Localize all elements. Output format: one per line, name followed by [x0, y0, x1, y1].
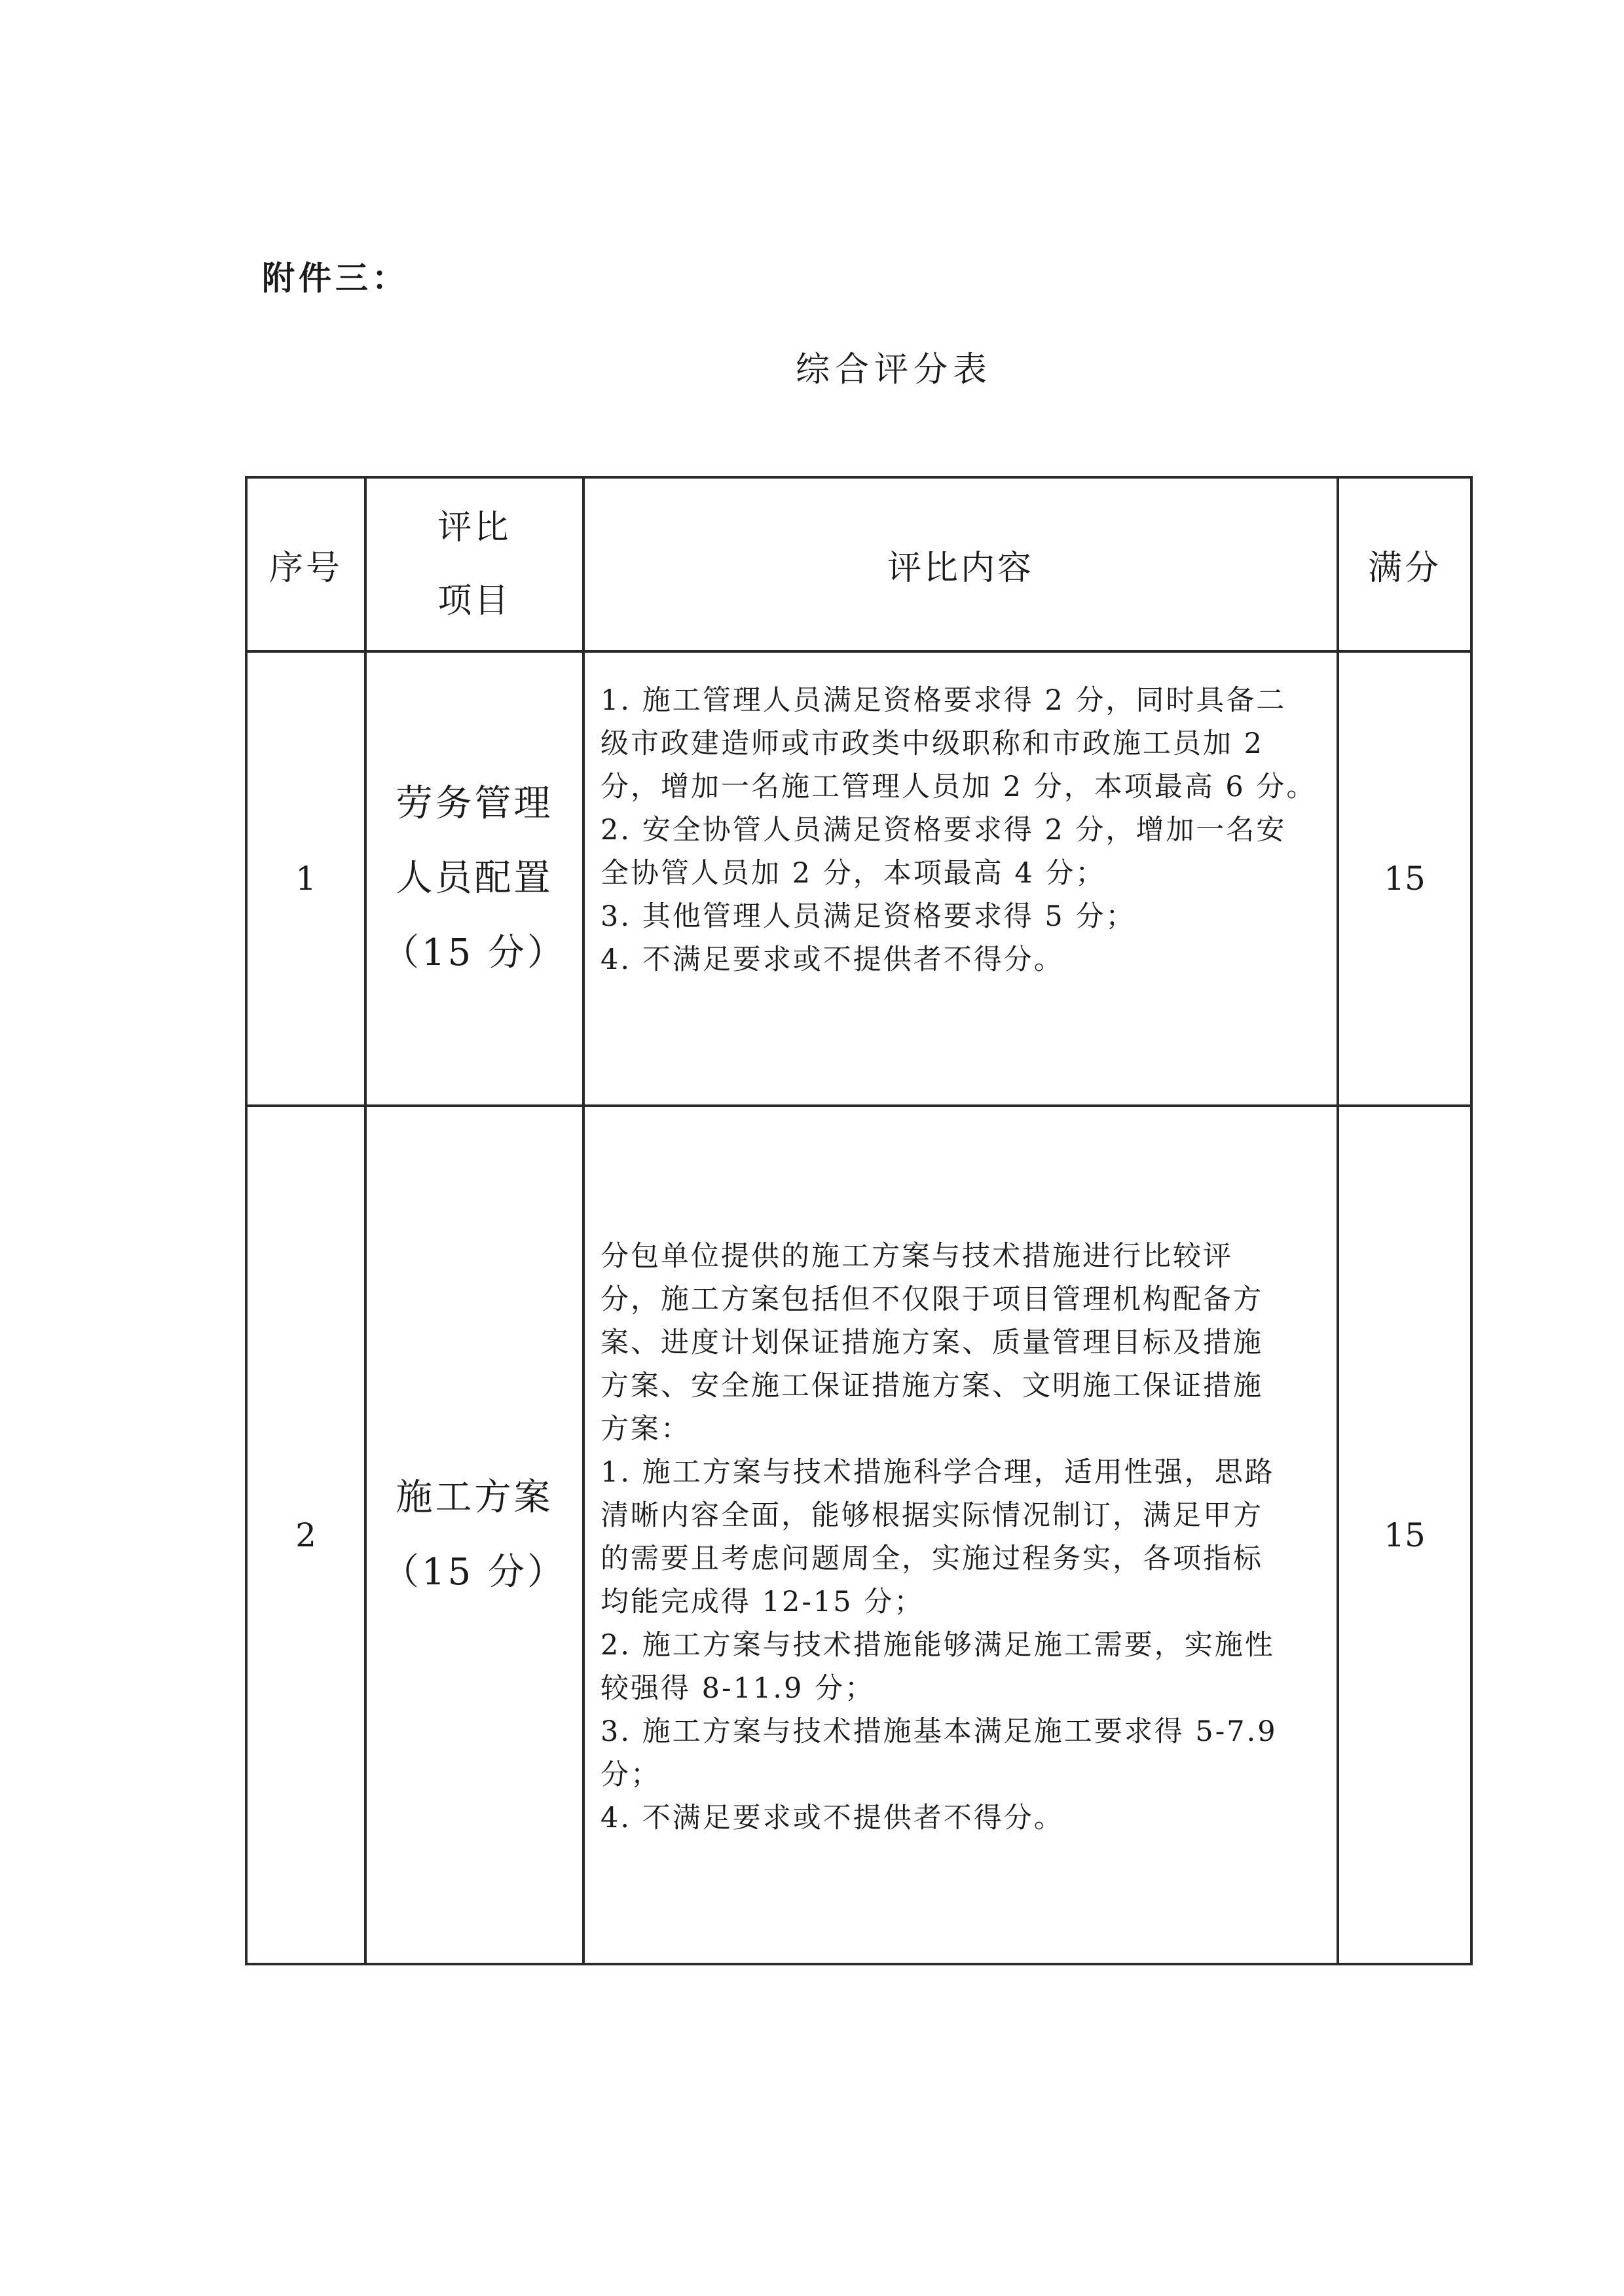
header-seq: 序号 — [246, 477, 365, 651]
content-line: 均能完成得 12-15 分； — [600, 1586, 925, 1618]
content-line: 3. 其他管理人员满足资格要求得 5 分； — [600, 900, 1136, 933]
item-line: 人员配置 — [396, 857, 553, 900]
row-item — [365, 1106, 583, 1964]
header-item — [365, 477, 583, 651]
table-row — [246, 1106, 1471, 1964]
content-line: 1. 施工管理人员满足资格要求得 2 分，同时具备二 — [600, 684, 1287, 717]
content-line: 2. 安全协管人员满足资格要求得 2 分，增加一名安 — [600, 814, 1287, 847]
item-line: 施工方案 — [396, 1476, 553, 1519]
content-line: 全协管人员加 2 分，本项最高 4 分； — [600, 857, 1106, 890]
scoring-table — [245, 476, 1473, 1965]
row-score: 15 — [1338, 651, 1471, 1106]
content-line: 分； — [600, 1758, 661, 1791]
content-line: 方案： — [600, 1413, 691, 1446]
row-score: 15 — [1338, 1106, 1471, 1964]
row-content — [583, 651, 1338, 1106]
content-line: 的需要且考虑问题周全，实施过程务实，各项指标 — [600, 1542, 1263, 1575]
content-line: 级市政建造师或市政类中级职称和市政施工员加 2 — [600, 727, 1264, 760]
row-content — [583, 1106, 1338, 1964]
content-line: 1. 施工方案与技术措施科学合理，适用性强，思路 — [600, 1456, 1275, 1489]
header-score: 满分 — [1338, 477, 1471, 651]
content-line: 方案、安全施工保证措施方案、文明施工保证措施 — [600, 1370, 1263, 1402]
content-line: 清晰内容全面，能够根据实际情况制订，满足甲方 — [600, 1499, 1263, 1532]
content-line: 4. 不满足要求或不提供者不得分。 — [600, 1802, 1064, 1834]
item-line: （15 分） — [382, 932, 567, 974]
item-line: 劳务管理 — [396, 782, 553, 825]
row-item — [365, 651, 583, 1106]
row-seq: 1 — [246, 651, 365, 1106]
item-line: （15 分） — [382, 1550, 567, 1594]
content-line: 分，增加一名施工管理人员加 2 分，本项最高 6 分。 — [600, 771, 1317, 803]
row-seq: 2 — [246, 1106, 365, 1964]
table-row — [246, 651, 1471, 1106]
table-header-row — [246, 477, 1471, 651]
content-line: 案、进度计划保证措施方案、质量管理目标及措施 — [600, 1326, 1263, 1359]
attachment-label: 附件三： — [262, 259, 409, 297]
content-line: 3. 施工方案与技术措施基本满足施工要求得 5-7.9 — [600, 1715, 1278, 1748]
header-content: 评比内容 — [583, 477, 1338, 651]
header-item-line: 项目 — [437, 581, 511, 621]
document-title: 综合评分表 — [795, 350, 992, 390]
content-line: 4. 不满足要求或不提供者不得分。 — [600, 943, 1064, 976]
header-item-line: 评比 — [437, 508, 511, 547]
content-line: 2. 施工方案与技术措施能够满足施工需要，实施性 — [600, 1629, 1275, 1662]
content-line: 分包单位提供的施工方案与技术措施进行比较评 — [600, 1240, 1233, 1273]
content-line: 较强得 8-11.9 分； — [600, 1672, 875, 1705]
content-line: 分，施工方案包括但不仅限于项目管理机构配备方 — [600, 1283, 1263, 1316]
